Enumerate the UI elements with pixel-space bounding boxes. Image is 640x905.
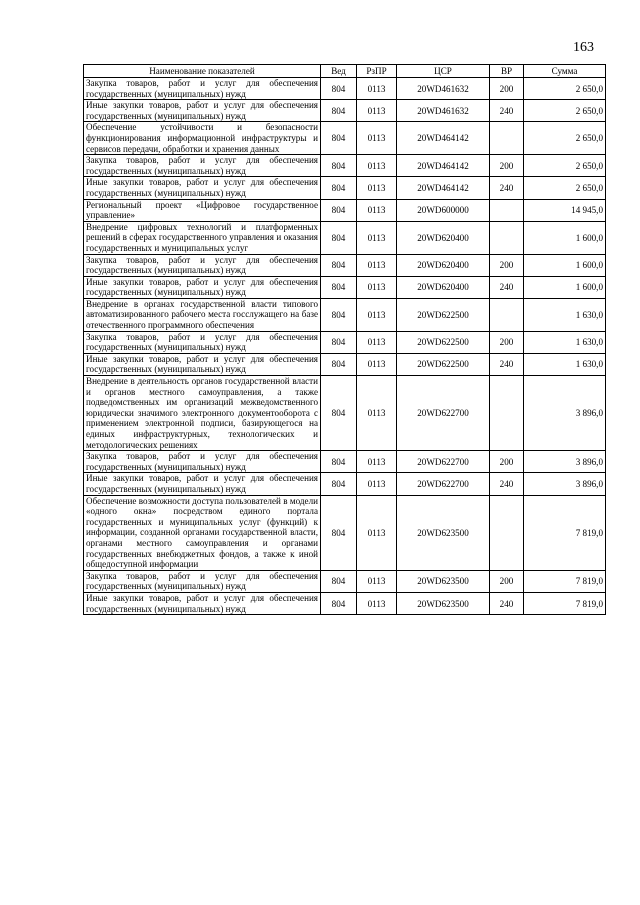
row-name-cell: Региональный проект «Цифровое государственное управление» [84,199,321,221]
row-sum-cell: 2 650,0 [524,177,606,199]
row-sum-cell: 7 819,0 [524,570,606,592]
row-ved-cell: 804 [321,570,357,592]
row-ved-cell: 804 [321,254,357,276]
row-ved-cell: 804 [321,221,357,254]
row-vr-cell [490,221,524,254]
table-row [84,570,606,592]
row-name-cell: Закупка товаров, работ и услуг для обеспечения государственных (муниципальных) нужд [84,570,321,592]
row-name-cell: Внедрение цифровых технологий и платформенных решений в сферах государственного управления и оказания государственных и муниципальных услуг [84,221,321,254]
row-rzpr-cell: 0113 [357,100,397,122]
row-rzpr-cell: 0113 [357,254,397,276]
row-rzpr-cell: 0113 [357,298,397,331]
row-csr-cell: 20WD623500 [397,495,490,570]
table-row [84,376,606,451]
table-row [84,592,606,614]
row-ved-cell: 804 [321,495,357,570]
row-csr-cell: 20WD464142 [397,122,490,155]
row-ved-cell: 804 [321,78,357,100]
row-ved-cell: 804 [321,298,357,331]
row-rzpr-cell: 0113 [357,451,397,473]
table-row [84,276,606,298]
row-sum-cell: 1 630,0 [524,331,606,353]
row-rzpr-cell: 0113 [357,331,397,353]
header-vr: ВР [490,65,524,78]
row-csr-cell: 20WD461632 [397,100,490,122]
row-vr-cell: 240 [490,177,524,199]
table-row [84,122,606,155]
row-vr-cell: 200 [490,155,524,177]
row-ved-cell: 804 [321,276,357,298]
row-ved-cell: 804 [321,122,357,155]
header-name: Наименование показателей [84,65,321,78]
row-sum-cell: 1 600,0 [524,221,606,254]
row-vr-cell: 240 [490,100,524,122]
row-ved-cell: 804 [321,331,357,353]
table-row [84,451,606,473]
row-vr-cell [490,376,524,451]
table-row [84,155,606,177]
table-row [84,353,606,375]
row-name-cell: Иные закупки товаров, работ и услуг для обеспечения государственных (муниципальных) нужд [84,473,321,495]
row-sum-cell: 2 650,0 [524,100,606,122]
row-rzpr-cell: 0113 [357,177,397,199]
row-ved-cell: 804 [321,451,357,473]
page-number: 163 [573,40,594,55]
row-ved-cell: 804 [321,155,357,177]
header-sum: Сумма [524,65,606,78]
row-csr-cell: 20WD464142 [397,155,490,177]
row-csr-cell: 20WD620400 [397,276,490,298]
row-ved-cell: 804 [321,177,357,199]
row-vr-cell: 200 [490,451,524,473]
row-name-cell: Иные закупки товаров, работ и услуг для обеспечения государственных (муниципальных) нужд [84,100,321,122]
row-name-cell: Закупка товаров, работ и услуг для обеспечения государственных (муниципальных) нужд [84,331,321,353]
row-name-cell: Внедрение в органах государственной власти типового автоматизированного рабочего места госслужащего на базе отечественного программного обеспечения [84,298,321,331]
row-sum-cell: 1 600,0 [524,254,606,276]
row-rzpr-cell: 0113 [357,122,397,155]
row-vr-cell: 240 [490,592,524,614]
row-rzpr-cell: 0113 [357,495,397,570]
row-sum-cell: 1 600,0 [524,276,606,298]
row-csr-cell: 20WD622700 [397,473,490,495]
row-vr-cell: 240 [490,353,524,375]
table-row [84,298,606,331]
row-vr-cell: 200 [490,331,524,353]
table-row [84,199,606,221]
row-ved-cell: 804 [321,376,357,451]
row-rzpr-cell: 0113 [357,353,397,375]
header-csr: ЦСР [397,65,490,78]
row-csr-cell: 20WD623500 [397,592,490,614]
row-csr-cell: 20WD600000 [397,199,490,221]
row-name-cell: Обеспечение возможности доступа пользователей в модели «одного окна» посредством единого портала государственных и муниципальных услуг (функций) к информации, созданной органами государственной власти, органами местного самоуправления и органами государственных внебюджетных фондов, а также к иной общедоступной информации [84,495,321,570]
header-ved: Вед [321,65,357,78]
budget-table [83,64,606,615]
row-rzpr-cell: 0113 [357,221,397,254]
row-rzpr-cell: 0113 [357,78,397,100]
row-csr-cell: 20WD622500 [397,298,490,331]
row-ved-cell: 804 [321,473,357,495]
row-vr-cell [490,122,524,155]
table-row [84,254,606,276]
row-name-cell: Иные закупки товаров, работ и услуг для обеспечения государственных (муниципальных) нужд [84,353,321,375]
row-name-cell: Закупка товаров, работ и услуг для обеспечения государственных (муниципальных) нужд [84,451,321,473]
header-rzpr: РзПР [357,65,397,78]
row-csr-cell: 20WD461632 [397,78,490,100]
table-row [84,78,606,100]
row-vr-cell: 200 [490,570,524,592]
row-ved-cell: 804 [321,592,357,614]
row-vr-cell: 240 [490,276,524,298]
table-header-row [84,65,606,78]
row-rzpr-cell: 0113 [357,199,397,221]
row-vr-cell: 240 [490,473,524,495]
table-row [84,473,606,495]
row-sum-cell: 1 630,0 [524,353,606,375]
table-row [84,100,606,122]
row-csr-cell: 20WD620400 [397,254,490,276]
row-rzpr-cell: 0113 [357,473,397,495]
row-csr-cell: 20WD622500 [397,331,490,353]
row-csr-cell: 20WD622700 [397,376,490,451]
table-row [84,331,606,353]
row-rzpr-cell: 0113 [357,155,397,177]
row-sum-cell: 2 650,0 [524,155,606,177]
row-name-cell: Иные закупки товаров, работ и услуг для обеспечения государственных (муниципальных) нужд [84,177,321,199]
row-name-cell: Внедрение в деятельность органов государственной власти и органов местного самоуправления, а также подведомственных им организаций межведомственного юридически значимого электронного документооборота с применением электронной подписи, базирующегося на единых инфраструктурных, технологических и методологических решениях [84,376,321,451]
row-rzpr-cell: 0113 [357,592,397,614]
row-name-cell: Иные закупки товаров, работ и услуг для обеспечения государственных (муниципальных) нужд [84,592,321,614]
row-csr-cell: 20WD464142 [397,177,490,199]
row-ved-cell: 804 [321,100,357,122]
table-row [84,177,606,199]
row-ved-cell: 804 [321,199,357,221]
row-sum-cell: 2 650,0 [524,122,606,155]
row-name-cell: Закупка товаров, работ и услуг для обеспечения государственных (муниципальных) нужд [84,78,321,100]
row-sum-cell: 7 819,0 [524,495,606,570]
row-vr-cell: 200 [490,254,524,276]
row-csr-cell: 20WD620400 [397,221,490,254]
row-sum-cell: 3 896,0 [524,473,606,495]
row-vr-cell [490,298,524,331]
row-csr-cell: 20WD623500 [397,570,490,592]
table-row [84,221,606,254]
row-sum-cell: 1 630,0 [524,298,606,331]
row-name-cell: Обеспечение устойчивости и безопасности функционирования информационной инфраструктуры и сервисов передачи, обработки и хранения данных [84,122,321,155]
row-vr-cell: 200 [490,78,524,100]
row-ved-cell: 804 [321,353,357,375]
row-name-cell: Закупка товаров, работ и услуг для обеспечения государственных (муниципальных) нужд [84,155,321,177]
row-sum-cell: 14 945,0 [524,199,606,221]
row-csr-cell: 20WD622700 [397,451,490,473]
row-sum-cell: 3 896,0 [524,451,606,473]
row-rzpr-cell: 0113 [357,276,397,298]
row-sum-cell: 3 896,0 [524,376,606,451]
row-rzpr-cell: 0113 [357,570,397,592]
row-vr-cell [490,199,524,221]
row-csr-cell: 20WD622500 [397,353,490,375]
row-name-cell: Иные закупки товаров, работ и услуг для обеспечения государственных (муниципальных) нужд [84,276,321,298]
row-name-cell: Закупка товаров, работ и услуг для обеспечения государственных (муниципальных) нужд [84,254,321,276]
row-sum-cell: 2 650,0 [524,78,606,100]
row-sum-cell: 7 819,0 [524,592,606,614]
row-rzpr-cell: 0113 [357,376,397,451]
row-vr-cell [490,495,524,570]
table-row [84,495,606,570]
